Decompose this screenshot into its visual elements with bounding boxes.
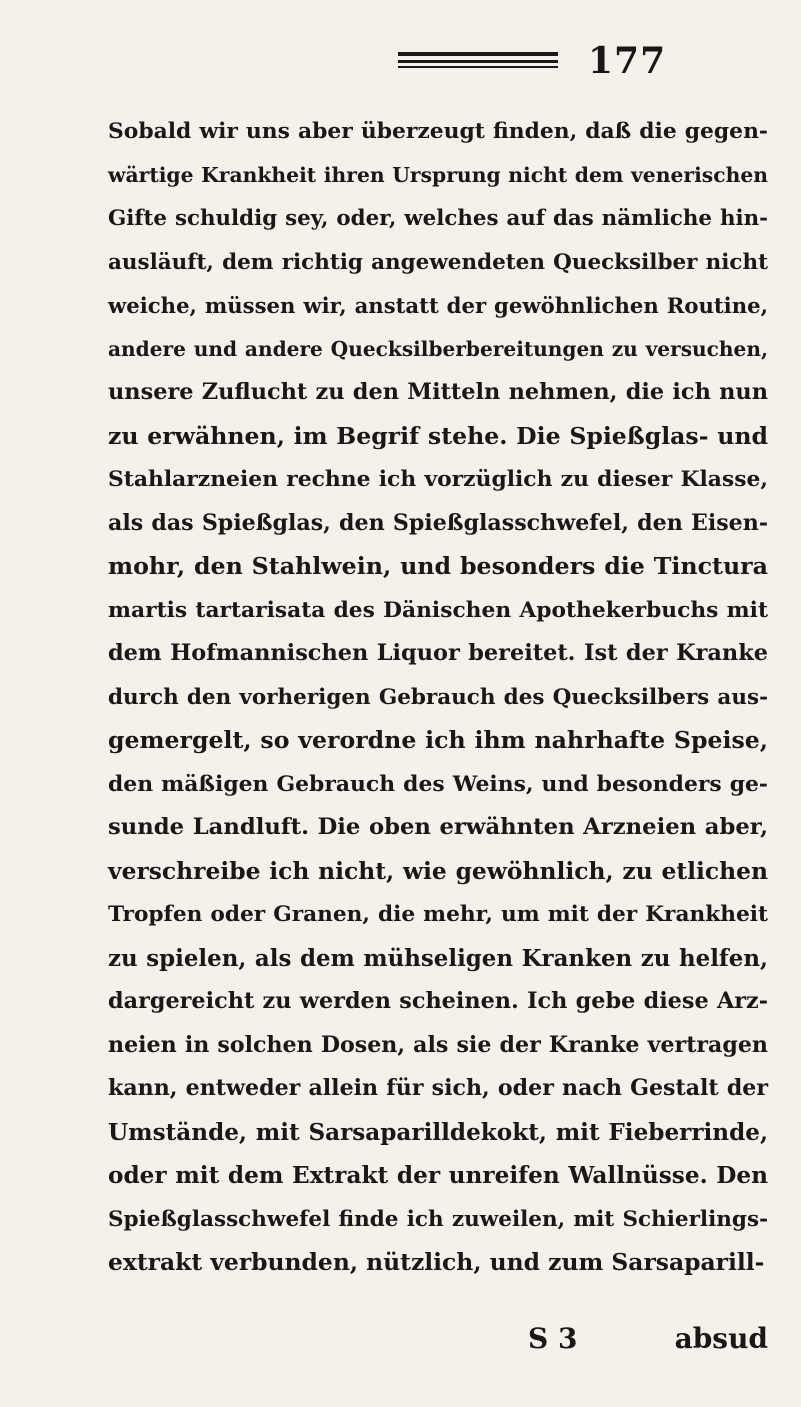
- text-line: dem Hofmannischen Liquor bereitet. Ist der Kranke: [108, 640, 768, 666]
- text-line: ausläuft, dem richtig angewendeten Quecksilber nicht: [108, 249, 768, 275]
- header-rule-line: [398, 66, 558, 68]
- text-line: Gifte schuldig sey, oder, welches auf das nämliche hin-: [108, 206, 768, 231]
- header-rule-ornament: [398, 52, 558, 70]
- text-line: martis tartarisata des Dänischen Apothekerbuchs mit: [108, 597, 768, 623]
- text-line: Spießglasschwefel finde ich zuweilen, mit Schierlings-: [108, 1206, 768, 1232]
- text-line: oder mit dem Extrakt der unreifen Wallnüsse. Den: [108, 1162, 768, 1189]
- text-line: unsere Zuflucht zu den Mitteln nehmen, die ich nun: [108, 379, 768, 405]
- text-line: durch den vorherigen Gebrauch des Quecksilbers aus-: [108, 684, 768, 710]
- text-line: gemergelt, so verordne ich ihm nahrhafte Speise,: [108, 726, 768, 754]
- signature-mark: S 3: [528, 1322, 578, 1355]
- text-line: Umstände, mit Sarsaparilldekokt, mit Fieberrinde,: [108, 1118, 768, 1146]
- text-line: Stahlarzneien rechne ich vorzüglich zu dieser Klasse,: [108, 467, 768, 492]
- catchword: absud: [674, 1322, 768, 1355]
- page-footer: [108, 1322, 768, 1366]
- text-line: zu erwähnen, im Begrif stehe. Die Spießglas- und: [108, 421, 768, 450]
- header-rule-line: [398, 52, 558, 56]
- body-text: [108, 110, 768, 1285]
- text-line: sunde Landluft. Die oben erwähnten Arzneien aber,: [108, 814, 768, 840]
- text-line: wärtige Krankheit ihren Ursprung nicht dem venerischen: [108, 162, 768, 187]
- text-line: andere und andere Quecksilberbereitungen zu versuchen,: [108, 336, 768, 361]
- text-line: weiche, müssen wir, anstatt der gewöhnlichen Routine,: [108, 293, 768, 318]
- text-line: verschreibe ich nicht, wie gewöhnlich, zu etlichen: [108, 856, 768, 885]
- text-line: mohr, den Stahlwein, und besonders die Tinctura: [108, 552, 768, 580]
- text-line: als das Spießglas, den Spießglasschwefel, den Eisen-: [108, 509, 768, 536]
- text-line: kann, entweder allein für sich, oder nach Gestalt der: [108, 1075, 768, 1101]
- text-line: extrakt verbunden, nützlich, und zum Sarsaparill-: [108, 1248, 765, 1276]
- text-line: den mäßigen Gebrauch des Weins, und besonders ge-: [108, 770, 768, 797]
- text-line: zu spielen, als dem mühseligen Kranken zu helfen,: [108, 944, 768, 972]
- text-line: Sobald wir uns aber überzeugt finden, daß die gegen-: [108, 119, 768, 144]
- header-rule-line: [398, 60, 558, 63]
- text-line: Tropfen oder Granen, die mehr, um mit der Krankheit: [108, 902, 768, 927]
- page-number: 177: [588, 40, 667, 82]
- text-line: neien in solchen Dosen, als sie der Kranke vertragen: [108, 1031, 768, 1058]
- text-line: dargereicht zu werden scheinen. Ich gebe diese Arz-: [108, 988, 768, 1014]
